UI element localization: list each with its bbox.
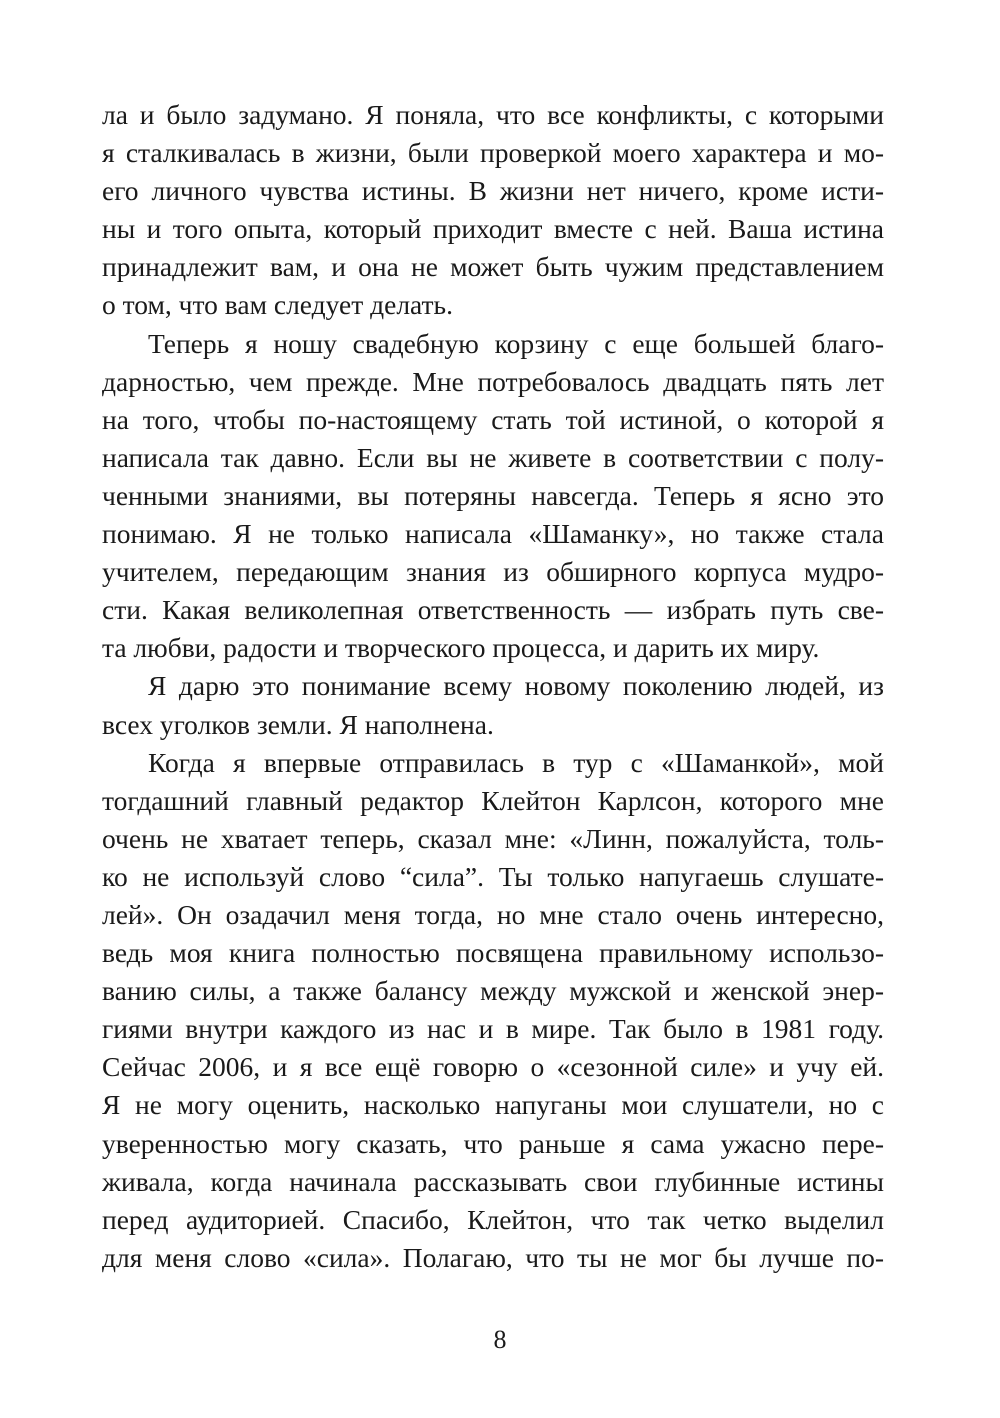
text-line: лей». Он озадачил меня тогда, но мне стало очень интересно, <box>102 898 884 930</box>
text-line: гиями внутри каждого из нас и в мире. Так было в 1981 году. <box>102 1013 884 1045</box>
text-line: учителем, передающим знания из обширного корпуса мудро- <box>102 556 884 588</box>
text-line: Когда я впервые отправилась в тур с «Шаманкой», мой <box>148 746 884 778</box>
text-line: Теперь я ношу свадебную корзину с еще большей благо- <box>148 327 884 359</box>
text-line: дарностью, чем прежде. Мне потребовалось двадцать пять лет <box>102 365 884 397</box>
text-line: та любви, радости и творческого процесса, и дарить их миру. <box>102 632 820 664</box>
text-line: я сталкивалась в жизни, были проверкой моего характера и мо- <box>102 137 884 169</box>
page-number: 8 <box>493 1325 507 1354</box>
text-line: уверенностью могу сказать, что раньше я сама ужасно пере- <box>102 1127 884 1159</box>
text-line: ко не используй слово “сила”. Ты только напугаешь слушате- <box>102 860 884 892</box>
text-line: тогдашний главный редактор Клейтон Карлсон, которого мне <box>102 784 884 816</box>
text-line: сти. Какая великолепная ответственность — избрать путь све- <box>102 594 884 626</box>
text-line: о том, что вам следует делать. <box>102 289 453 321</box>
text-line: живала, когда начинала рассказывать свои глубинные истины <box>102 1165 884 1197</box>
text-line: ванию силы, а также балансу между мужской и женской энер- <box>102 975 884 1007</box>
text-line: на того, чтобы по-настоящему стать той истиной, о которой я <box>102 403 884 435</box>
text-line: написала так давно. Если вы не живете в соответствии с полу- <box>102 441 884 473</box>
text-line: для меня слово «сила». Полагаю, что ты не мог бы лучше по- <box>102 1241 884 1273</box>
body-text <box>102 96 884 1277</box>
text-line: ченными знаниями, вы потеряны навсегда. Теперь я ясно это <box>102 479 884 511</box>
text-line: ведь моя книга полностью посвящена правильному использо- <box>102 937 884 969</box>
text-line: Я дарю это понимание всему новому поколению людей, из <box>148 670 884 702</box>
text-line: Сейчас 2006, и я все ещё говорю о «сезонной силе» и учу ей. <box>102 1051 884 1083</box>
text-line: его личного чувства истины. В жизни нет ничего, кроме исти- <box>102 175 884 207</box>
text-line: ны и того опыта, который приходит вместе с ней. Ваша истина <box>102 213 884 245</box>
text-line: принадлежит вам, и она не может быть чужим представлением <box>102 251 884 283</box>
text-line: ла и было задумано. Я поняла, что все конфликты, с которыми <box>102 99 884 130</box>
text-line: перед аудиторией. Спасибо, Клейтон, что так четко выделил <box>102 1203 884 1235</box>
text-line: понимаю. Я не только написала «Шаманку», но также стала <box>102 518 884 550</box>
text-line: всех уголков земли. Я наполнена. <box>102 708 494 740</box>
text-line: очень не хватает теперь, сказал мне: «Линн, пожалуйста, толь- <box>102 822 884 854</box>
text-line: Я не могу оценить, насколько напуганы мои слушатели, но с <box>102 1089 884 1121</box>
